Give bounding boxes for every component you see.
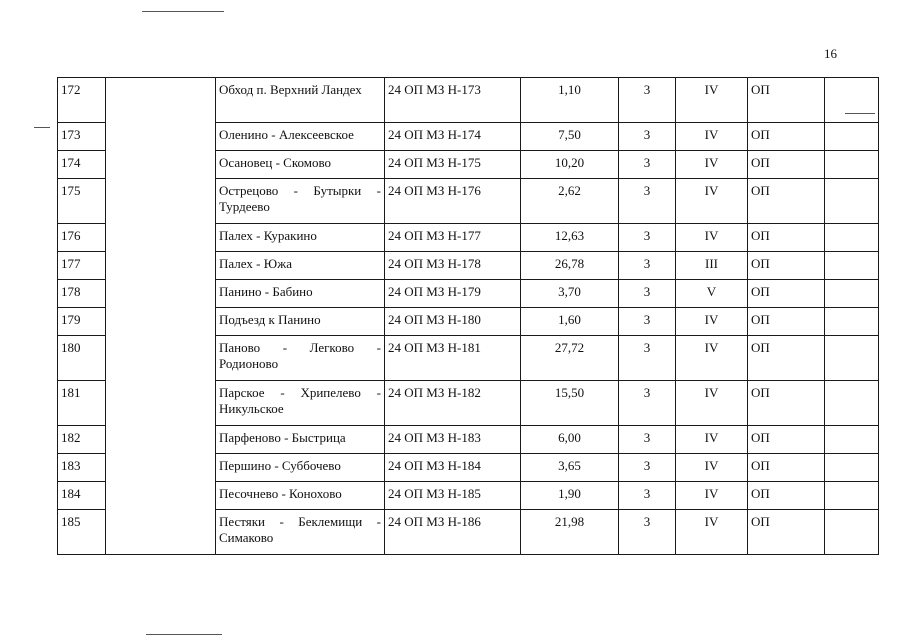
road-significance: ОП: [748, 179, 825, 224]
road-code: 24 ОП МЗ Н-181: [385, 336, 521, 381]
note-cell: [825, 482, 879, 510]
road-length: 6,00: [521, 426, 619, 454]
road-category: 3: [619, 123, 676, 151]
note-cell: [825, 224, 879, 252]
road-name: Палех - Куракино: [216, 224, 385, 252]
row-number: 185: [58, 510, 106, 555]
road-code: 24 ОП МЗ Н-175: [385, 151, 521, 179]
technical-class: IV: [676, 454, 748, 482]
row-number: 174: [58, 151, 106, 179]
technical-class: IV: [676, 510, 748, 555]
road-length: 12,63: [521, 224, 619, 252]
road-length: 15,50: [521, 381, 619, 426]
road-code: 24 ОП МЗ Н-184: [385, 454, 521, 482]
road-name: Осановец - Скомово: [216, 151, 385, 179]
road-category: 3: [619, 336, 676, 381]
technical-class: IV: [676, 179, 748, 224]
row-number: 173: [58, 123, 106, 151]
road-length: 21,98: [521, 510, 619, 555]
page-number: 16: [824, 46, 837, 61]
road-category: 3: [619, 482, 676, 510]
road-name: Парфеново - Быстрица: [216, 426, 385, 454]
technical-class: IV: [676, 123, 748, 151]
row-number: 182: [58, 426, 106, 454]
note-cell: [825, 308, 879, 336]
road-length: 1,60: [521, 308, 619, 336]
road-name: Песочнево - Конохово: [216, 482, 385, 510]
note-cell: [825, 252, 879, 280]
row-number: 172: [58, 78, 106, 123]
note-cell: [825, 78, 879, 123]
road-length: 2,62: [521, 179, 619, 224]
row-number: 179: [58, 308, 106, 336]
road-significance: ОП: [748, 510, 825, 555]
technical-class: V: [676, 280, 748, 308]
road-category: 3: [619, 179, 676, 224]
road-category: 3: [619, 151, 676, 179]
road-length: 7,50: [521, 123, 619, 151]
row-number: 184: [58, 482, 106, 510]
road-length: 1,10: [521, 78, 619, 123]
road-category: 3: [619, 454, 676, 482]
row-number: 178: [58, 280, 106, 308]
road-name: Подъезд к Панино: [216, 308, 385, 336]
road-length: 3,65: [521, 454, 619, 482]
road-category: 3: [619, 78, 676, 123]
row-number: 176: [58, 224, 106, 252]
road-significance: ОП: [748, 308, 825, 336]
technical-class: IV: [676, 426, 748, 454]
road-name: Пестяки - Беклемищи - Симаково: [216, 510, 385, 555]
road-length: 27,72: [521, 336, 619, 381]
road-significance: ОП: [748, 151, 825, 179]
technical-class: IV: [676, 381, 748, 426]
road-category: 3: [619, 224, 676, 252]
road-significance: ОП: [748, 224, 825, 252]
road-significance: ОП: [748, 280, 825, 308]
road-name: Палех - Южа: [216, 252, 385, 280]
road-name: Оленино - Алексеевское: [216, 123, 385, 151]
technical-class: IV: [676, 151, 748, 179]
road-category: 3: [619, 510, 676, 555]
road-code: 24 ОП МЗ Н-185: [385, 482, 521, 510]
note-cell: [825, 280, 879, 308]
technical-class: IV: [676, 78, 748, 123]
road-category: 3: [619, 308, 676, 336]
road-length: 3,70: [521, 280, 619, 308]
row-number: 183: [58, 454, 106, 482]
road-code: 24 ОП МЗ Н-173: [385, 78, 521, 123]
road-name: Обход п. Верхний Ландех: [216, 78, 385, 123]
note-cell: [825, 123, 879, 151]
note-cell: [825, 426, 879, 454]
road-significance: ОП: [748, 123, 825, 151]
road-length: 10,20: [521, 151, 619, 179]
road-name: Парское - Хрипелево - Никульское: [216, 381, 385, 426]
roads-table-body: [58, 78, 879, 555]
road-code: 24 ОП МЗ Н-182: [385, 381, 521, 426]
technical-class: IV: [676, 224, 748, 252]
scan-artifact-line-left: [34, 127, 50, 128]
road-category: 3: [619, 252, 676, 280]
road-code: 24 ОП МЗ Н-174: [385, 123, 521, 151]
road-significance: ОП: [748, 78, 825, 123]
scan-artifact-line-bottom: [146, 634, 222, 635]
region-merged-cell: [106, 78, 216, 555]
road-code: 24 ОП МЗ Н-186: [385, 510, 521, 555]
technical-class: III: [676, 252, 748, 280]
road-length: 1,90: [521, 482, 619, 510]
road-significance: ОП: [748, 381, 825, 426]
row-number: 175: [58, 179, 106, 224]
road-code: 24 ОП МЗ Н-178: [385, 252, 521, 280]
road-significance: ОП: [748, 482, 825, 510]
road-name: Острецово - Бутырки - Турдеево: [216, 179, 385, 224]
note-cell: [825, 510, 879, 555]
technical-class: IV: [676, 308, 748, 336]
road-length: 26,78: [521, 252, 619, 280]
scan-artifact-line-top: [142, 11, 224, 12]
table-row: [58, 78, 879, 123]
row-number: 180: [58, 336, 106, 381]
road-significance: ОП: [748, 252, 825, 280]
note-cell: [825, 151, 879, 179]
road-significance: ОП: [748, 454, 825, 482]
note-cell: [825, 454, 879, 482]
note-cell: [825, 179, 879, 224]
road-code: 24 ОП МЗ Н-183: [385, 426, 521, 454]
roads-table: [57, 77, 879, 555]
technical-class: IV: [676, 336, 748, 381]
road-code: 24 ОП МЗ Н-179: [385, 280, 521, 308]
road-category: 3: [619, 381, 676, 426]
road-name: Паново - Легково - Родионово: [216, 336, 385, 381]
road-name: Першино - Суббочево: [216, 454, 385, 482]
road-category: 3: [619, 426, 676, 454]
road-significance: ОП: [748, 426, 825, 454]
note-cell: [825, 381, 879, 426]
road-code: 24 ОП МЗ Н-177: [385, 224, 521, 252]
road-code: 24 ОП МЗ Н-180: [385, 308, 521, 336]
road-category: 3: [619, 280, 676, 308]
technical-class: IV: [676, 482, 748, 510]
road-code: 24 ОП МЗ Н-176: [385, 179, 521, 224]
row-number: 177: [58, 252, 106, 280]
row-number: 181: [58, 381, 106, 426]
road-significance: ОП: [748, 336, 825, 381]
note-cell: [825, 336, 879, 381]
road-name: Панино - Бабино: [216, 280, 385, 308]
